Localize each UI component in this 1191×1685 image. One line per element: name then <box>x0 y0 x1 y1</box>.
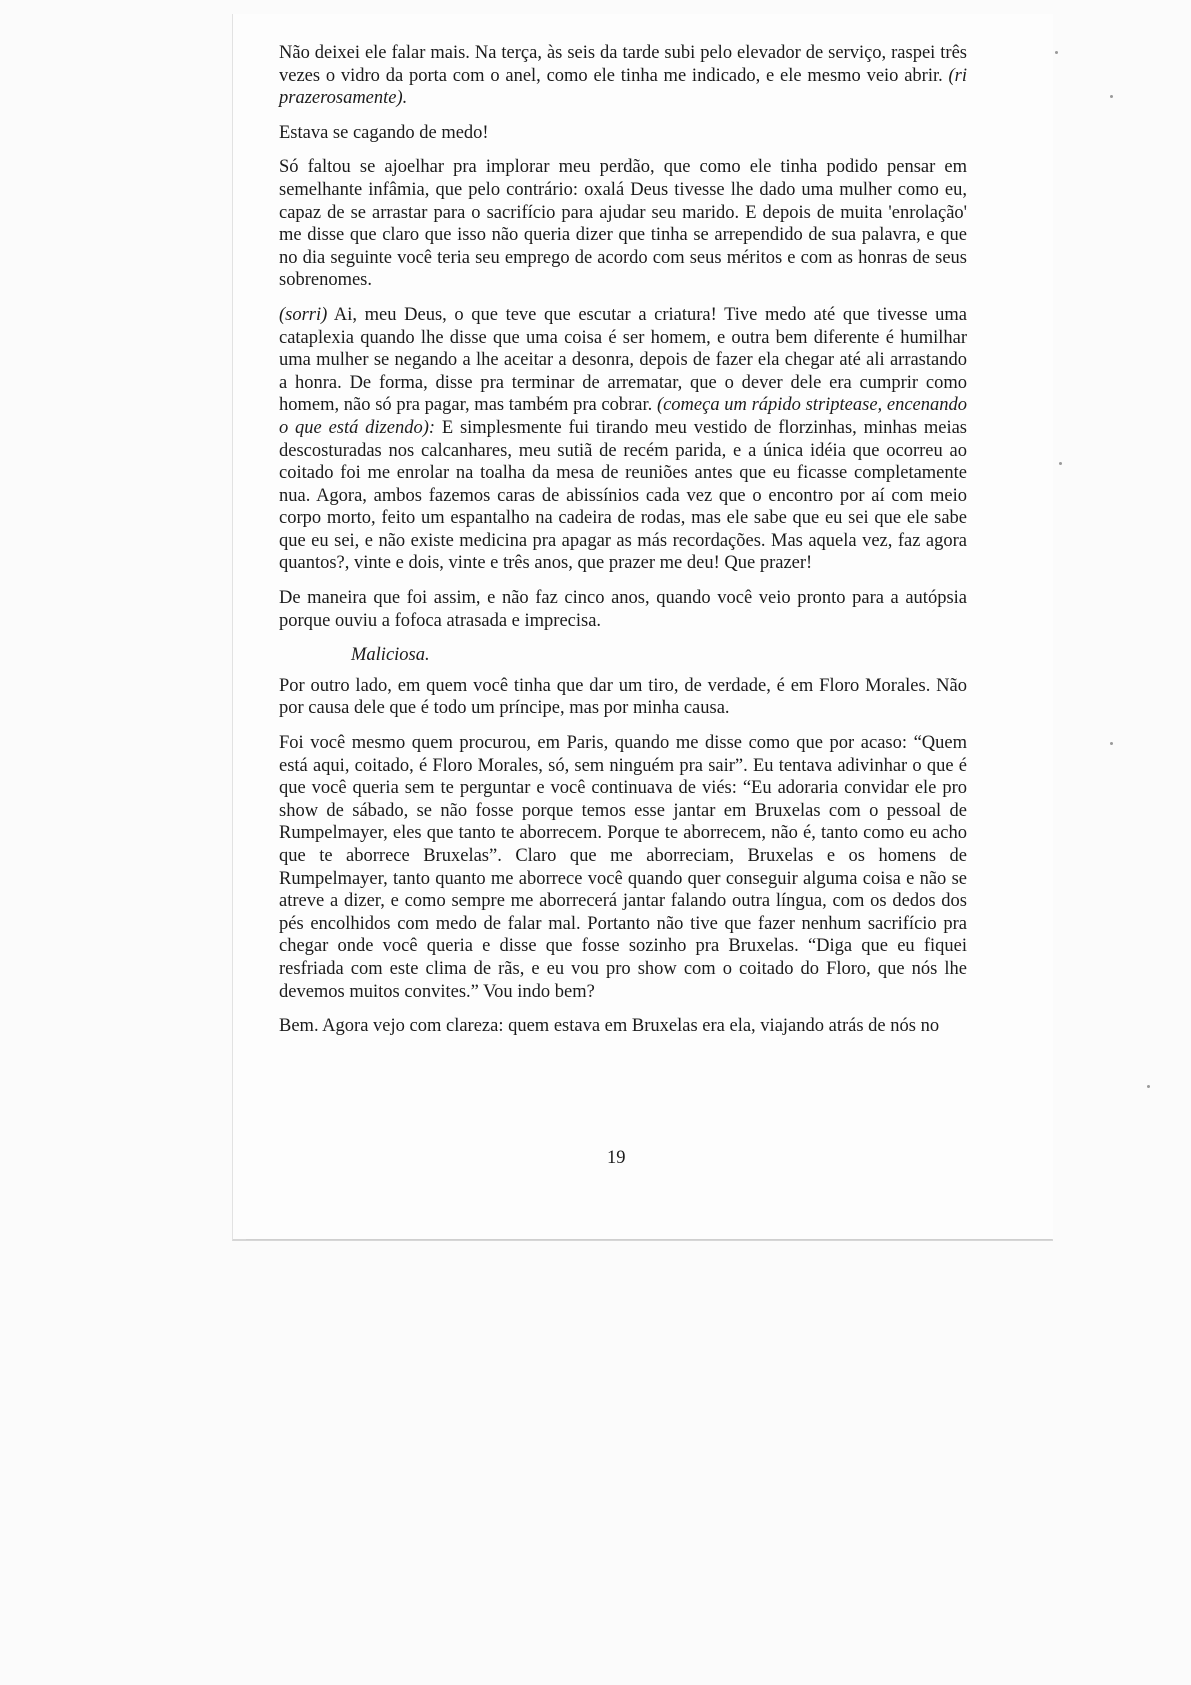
paragraph <box>279 675 967 720</box>
italic-text: (começa um rápido striptease, encenando o que está dizendo): <box>279 395 967 438</box>
text-run: Por outro lado, em quem você tinha que dar um tiro, de verdade, é em Floro Morales. Não por causa dele que é todo um príncipe, mas por minha causa. <box>279 675 967 719</box>
scan-speck <box>1059 462 1062 465</box>
scan-speck <box>1055 51 1058 54</box>
text-run: Só faltou se ajoelhar pra implorar meu perdão, que como ele tinha podido pensar em semelhante infâmia, que pelo contrário: oxalá Deus tivesse lhe dado uma mulher como eu, capaz de se arrastar para o sacrifício para ajudar seu marido. E depois de muita 'enrolação' me disse que claro que isso não queria dizer que tinha se arrependido de sua palavra, e que no dia seguinte você teria seu emprego de acordo com seus méritos e com as honras de seus sobrenomes. <box>279 157 967 291</box>
paragraph <box>279 42 967 110</box>
scan-speck <box>1147 1085 1150 1088</box>
italic-text: Maliciosa. <box>351 645 430 666</box>
page-number: 19 <box>607 1148 626 1168</box>
text-run: E simplesmente fui tirando meu vestido de florzinhas, minhas meias descosturadas nos calcanhares, meu sutiã de recém parida, e a única idéia que ocorreu ao coitado foi me enrolar na toalha da mesa de reuniões antes que eu ficasse completamente nua. Agora, ambos fazemos caras de abissínios cada vez que o encontro por aí com meio corpo morto, feito um espantalho na cadeira de rodas, mas ele sabe que eu sei que ele sabe que eu sei, e não existe medicina pra apagar as más recordações. Mas aquela vez, faz agora quantos?, vinte e dois, vinte e três anos, que prazer me deu! Que prazer! <box>279 417 967 574</box>
paragraph <box>279 304 967 575</box>
text-run: Bem. Agora vejo com clareza: quem estava em Bruxelas era ela, viajando atrás de nós no <box>279 1016 940 1037</box>
document-body <box>279 42 967 1050</box>
paragraph <box>279 122 967 145</box>
scan-edge-line <box>246 1239 1052 1240</box>
text-run: Não deixei ele falar mais. Na terça, às seis da tarde subi pelo elevador de serviço, raspei três vezes o vidro da porta com o anel, como ele tinha me indicado, e ele mesmo veio abrir. <box>279 43 967 86</box>
italic-text: (sorri) <box>279 304 328 325</box>
text-run: Estava se cagando de medo! <box>279 122 489 143</box>
paragraph <box>279 732 967 1003</box>
scan-speck <box>1110 742 1113 745</box>
text-run: Ai, meu Deus, o que teve que escutar a criatura! Tive medo até que tivesse uma cataplexia quando lhe disse que uma coisa é ser homem, e outra bem diferente é humilhar uma mulher se negando a lhe aceitar a desonra, depois de fazer ela chegar até ali arrastando a honra. De forma, disse pra terminar de arrematar, que o dever dele era cumprir como homem, não só pra pagar, mas também pra cobrar. <box>279 304 967 416</box>
text-run: De maneira que foi assim, e não faz cinco anos, quando você veio pronto para a autópsia porque ouviu a fofoca atrasada e imprecisa. <box>279 588 967 631</box>
paragraph <box>279 156 967 292</box>
stage-direction <box>351 644 967 667</box>
paragraph <box>279 1015 967 1038</box>
paragraph <box>279 587 967 632</box>
italic-text: (ri prazerosamente). <box>279 65 967 109</box>
scan-speck <box>1110 95 1113 98</box>
text-run: Foi você mesmo quem procurou, em Paris, quando me disse como que por acaso: “Quem está aqui, coitado, é Floro Morales, só, sem ninguém pra sair”. Eu tentava adivinhar o que é que você queria sem te perguntar e você continuava de viés: “Eu adoraria convidar ele pro show de sábado, se não fosse porque temos esse jantar em Bruxelas com o pessoal de Rumpelmayer, eles que tanto te aborrecem. Porque te aborrecem, não é, tanto como eu acho que te aborrece Bruxelas”. Claro que me aborreciam, Bruxelas e os homens de Rumpelmayer, tanto quanto me aborrece você quando quer conseguir alguma coisa e não se atreve a dizer, e como sempre me aborrecerá jantar falando outra língua, com os dedos dos pés encolhidos com medo de falar mal. Portanto não tive que fazer nenhum sacrifício pra chegar onde você queria e disse que fosse sozinho pra Bruxelas. “Diga que eu fiquei resfriada com este clima de rãs, e eu vou pro show com o coitado do Floro, que nós lhe devemos muitos convites.” Vou indo bem? <box>279 733 967 1002</box>
